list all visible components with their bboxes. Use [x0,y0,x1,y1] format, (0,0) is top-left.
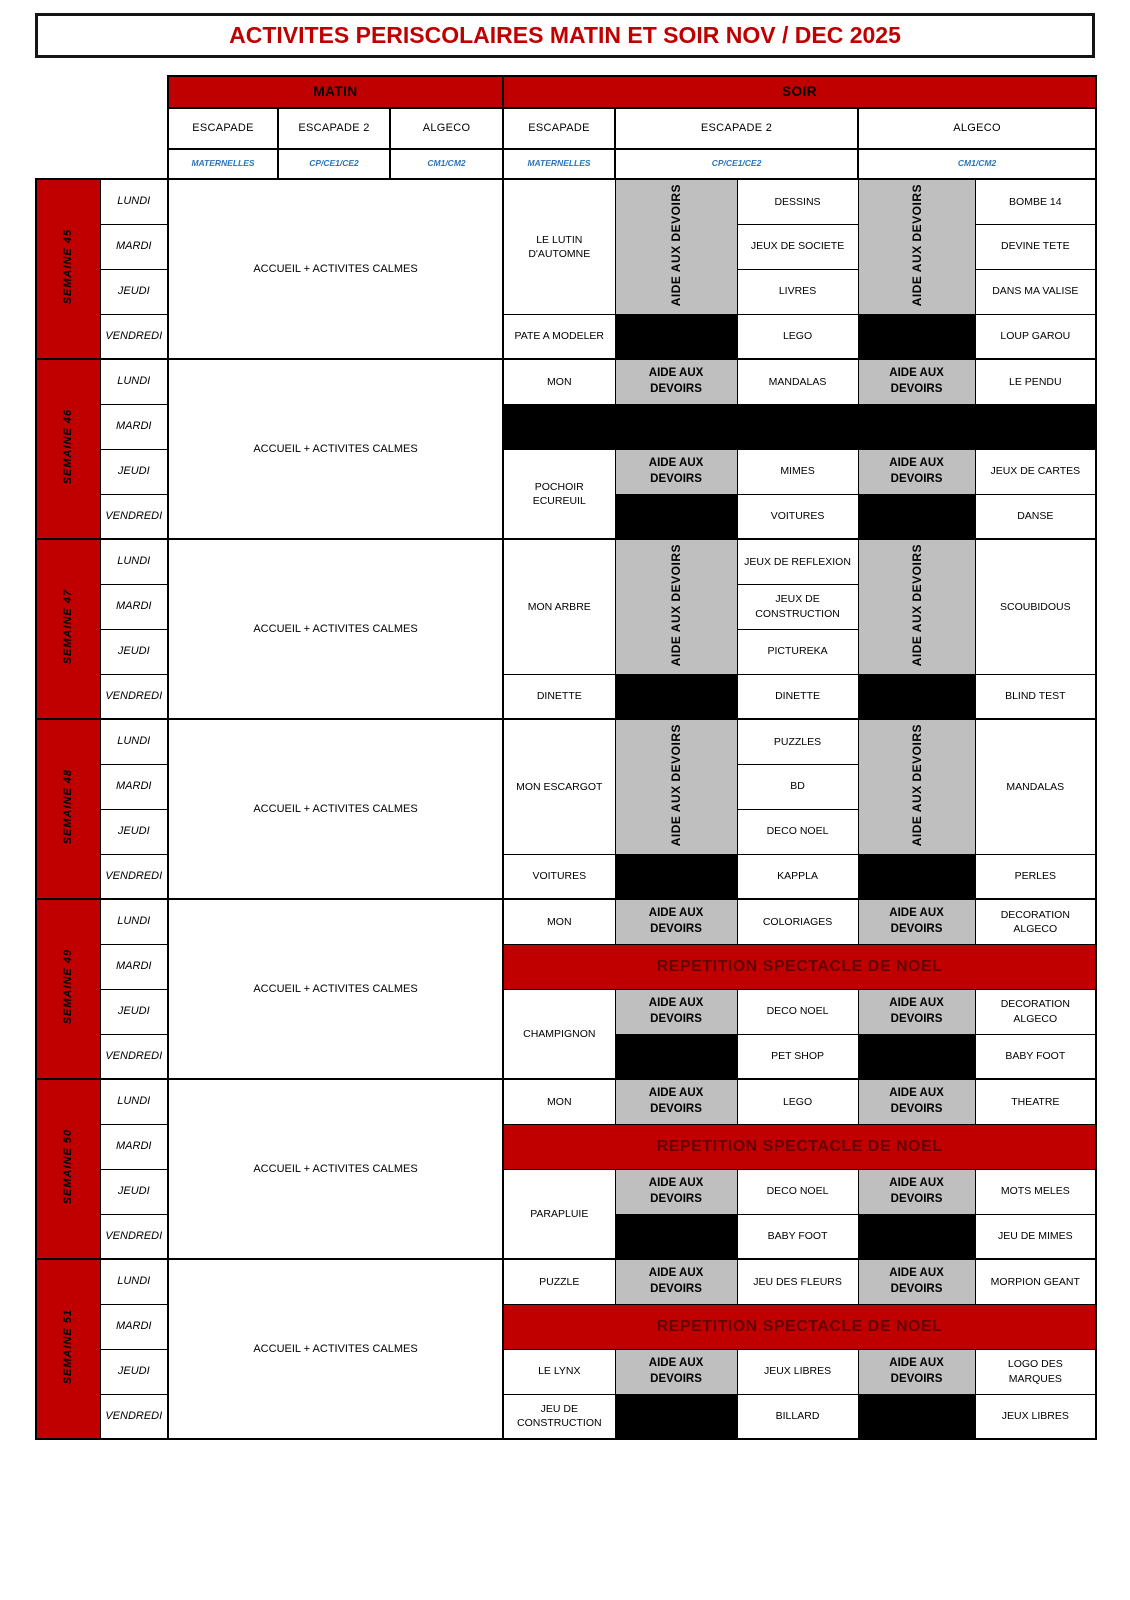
closed-cell [615,1214,737,1259]
activity-cell: MOTS MELES [975,1169,1096,1214]
week-label [36,539,100,719]
day-label: JEUDI [100,1169,168,1214]
aide-aux-devoirs-cell: AIDE AUX DEVOIRS [858,1259,975,1304]
closed-cell [858,314,975,359]
aide-aux-devoirs-cell: AIDE AUX DEVOIRS [615,449,737,494]
week-label [36,1259,100,1439]
activity-cell: CHAMPIGNON [503,989,615,1079]
activity-cell: JEU DES FLEURS [737,1259,858,1304]
day-label: VENDREDI [100,314,168,359]
header-class-cp-ce1-ce2: CP/CE1/CE2 [278,149,390,179]
closed-cell [615,854,737,899]
week-label [36,1079,100,1259]
aide-aux-devoirs-cell: AIDE AUX DEVOIRS [615,1079,737,1124]
schedule-table [35,75,1097,1440]
activity-cell: MON ARBRE [503,539,615,674]
day-label: JEUDI [100,989,168,1034]
day-label: JEUDI [100,809,168,854]
morning-activity-cell: ACCUEIL + ACTIVITES CALMES [168,719,503,899]
day-label: LUNDI [100,539,168,584]
week-label-text: SEMAINE 47 [61,589,74,665]
day-label: MARDI [100,584,168,629]
activity-cell: DECO NOEL [737,809,858,854]
week-label-text: SEMAINE 48 [61,769,74,845]
header-class-maternelles: MATERNELLES [503,149,615,179]
week-label [36,899,100,1079]
activity-cell: VOITURES [737,494,858,539]
activity-cell: LEGO [737,1079,858,1124]
page-title: ACTIVITES PERISCOLAIRES MATIN ET SOIR NOV / DEC 2025 [229,22,901,48]
activity-cell: KAPPLA [737,854,858,899]
week-label [36,359,100,539]
activity-cell: THEATRE [975,1079,1096,1124]
activity-cell: BABY FOOT [975,1034,1096,1079]
aide-aux-devoirs-cell: AIDE AUX DEVOIRS [615,899,737,944]
activity-cell: DINETTE [503,674,615,719]
day-label: MARDI [100,764,168,809]
aide-vertical-text: AIDE AUX DEVOIRS [669,183,684,306]
corner-blank [36,76,168,179]
closed-cell [503,404,1096,449]
activity-cell: MON [503,899,615,944]
activity-cell: LE PENDU [975,359,1096,404]
activity-cell: MORPION GEANT [975,1259,1096,1304]
activity-cell: DEVINE TETE [975,224,1096,269]
morning-activity-cell: ACCUEIL + ACTIVITES CALMES [168,359,503,539]
aide-vertical-text: AIDE AUX DEVOIRS [909,543,924,666]
header-location-soir-algeco: ALGECO [858,108,1096,149]
morning-activity-cell: ACCUEIL + ACTIVITES CALMES [168,179,503,359]
aide-aux-devoirs-cell: AIDE AUX DEVOIRS [858,1079,975,1124]
header-matin: MATIN [168,76,503,108]
aide-aux-devoirs-cell: AIDE AUX DEVOIRS [615,1349,737,1394]
activity-cell: PUZZLE [503,1259,615,1304]
activity-cell: DECO NOEL [737,1169,858,1214]
closed-cell [615,1394,737,1439]
morning-activity-cell: ACCUEIL + ACTIVITES CALMES [168,1079,503,1259]
header-location-soir-escapade2: ESCAPADE 2 [615,108,858,149]
aide-aux-devoirs-cell: AIDE AUX DEVOIRS [615,359,737,404]
activity-cell: POCHOIR ECUREUIL [503,449,615,539]
activity-cell: BD [737,764,858,809]
activity-cell: LE LUTIN D'AUTOMNE [503,179,615,314]
activity-cell: DECORATION ALGECO [975,899,1096,944]
title-box [35,13,1095,58]
week-label-text: SEMAINE 51 [61,1309,74,1385]
aide-aux-devoirs-cell: AIDE AUX DEVOIRS [615,1169,737,1214]
activity-cell: DINETTE [737,674,858,719]
activity-cell: LOGO DES MARQUES [975,1349,1096,1394]
aide-aux-devoirs-cell [858,719,975,854]
activity-cell: MANDALAS [975,719,1096,854]
aide-aux-devoirs-cell [615,719,737,854]
activity-cell: LIVRES [737,269,858,314]
day-label: VENDREDI [100,1034,168,1079]
day-label: LUNDI [100,1079,168,1124]
week-label-text: SEMAINE 46 [61,409,74,485]
aide-vertical-text: AIDE AUX DEVOIRS [909,723,924,846]
day-label: JEUDI [100,1349,168,1394]
header-location-matin-escapade2: ESCAPADE 2 [278,108,390,149]
repetition-banner: REPETITION SPECTACLE DE NOEL [503,944,1096,989]
repetition-banner: REPETITION SPECTACLE DE NOEL [503,1304,1096,1349]
aide-vertical-text: AIDE AUX DEVOIRS [669,723,684,846]
activity-cell: JEUX DE CARTES [975,449,1096,494]
header-location-soir-escapade: ESCAPADE [503,108,615,149]
aide-aux-devoirs-cell [858,179,975,314]
closed-cell [858,494,975,539]
activity-cell: MON ESCARGOT [503,719,615,854]
closed-cell [858,1214,975,1259]
aide-vertical-text: AIDE AUX DEVOIRS [909,183,924,306]
closed-cell [858,674,975,719]
header-class-cp-ce1-ce2: CP/CE1/CE2 [615,149,858,179]
day-label: MARDI [100,944,168,989]
activity-cell: PERLES [975,854,1096,899]
day-label: VENDREDI [100,1214,168,1259]
closed-cell [615,314,737,359]
activity-cell: JEUX DE CONSTRUCTION [737,584,858,629]
aide-aux-devoirs-cell: AIDE AUX DEVOIRS [858,1169,975,1214]
activity-cell: JEUX LIBRES [737,1349,858,1394]
day-label: LUNDI [100,1259,168,1304]
aide-aux-devoirs-cell: AIDE AUX DEVOIRS [858,359,975,404]
day-label: LUNDI [100,899,168,944]
activity-cell: LE LYNX [503,1349,615,1394]
activity-cell: JEU DE MIMES [975,1214,1096,1259]
activity-cell: BILLARD [737,1394,858,1439]
repetition-banner: REPETITION SPECTACLE DE NOEL [503,1124,1096,1169]
activity-cell: LEGO [737,314,858,359]
aide-aux-devoirs-cell: AIDE AUX DEVOIRS [615,989,737,1034]
activity-cell: DESSINS [737,179,858,224]
header-class-maternelles: MATERNELLES [168,149,278,179]
activity-cell: MIMES [737,449,858,494]
day-label: VENDREDI [100,494,168,539]
aide-aux-devoirs-cell: AIDE AUX DEVOIRS [858,449,975,494]
day-label: VENDREDI [100,854,168,899]
closed-cell [858,854,975,899]
header-location-matin-algeco: ALGECO [390,108,503,149]
activity-cell: DECO NOEL [737,989,858,1034]
header-class-cm1-cm2: CM1/CM2 [390,149,503,179]
activity-cell: DANSE [975,494,1096,539]
day-label: VENDREDI [100,674,168,719]
week-label-text: SEMAINE 49 [61,949,74,1025]
day-label: LUNDI [100,719,168,764]
activity-cell: PICTUREKA [737,629,858,674]
activity-cell: SCOUBIDOUS [975,539,1096,674]
morning-activity-cell: ACCUEIL + ACTIVITES CALMES [168,899,503,1079]
activity-cell: PUZZLES [737,719,858,764]
day-label: VENDREDI [100,1394,168,1439]
day-label: MARDI [100,1304,168,1349]
aide-aux-devoirs-cell: AIDE AUX DEVOIRS [858,989,975,1034]
closed-cell [615,494,737,539]
closed-cell [858,1394,975,1439]
header-class-cm1-cm2: CM1/CM2 [858,149,1096,179]
activity-cell: VOITURES [503,854,615,899]
aide-aux-devoirs-cell: AIDE AUX DEVOIRS [858,899,975,944]
aide-aux-devoirs-cell [615,539,737,674]
activity-cell: BABY FOOT [737,1214,858,1259]
activity-cell: DANS MA VALISE [975,269,1096,314]
activity-cell: JEUX DE SOCIETE [737,224,858,269]
aide-aux-devoirs-cell: AIDE AUX DEVOIRS [615,1259,737,1304]
day-label: JEUDI [100,449,168,494]
closed-cell [858,1034,975,1079]
closed-cell [615,674,737,719]
aide-aux-devoirs-cell [858,539,975,674]
activity-cell: BLIND TEST [975,674,1096,719]
activity-cell: JEUX LIBRES [975,1394,1096,1439]
day-label: MARDI [100,1124,168,1169]
aide-aux-devoirs-cell: AIDE AUX DEVOIRS [858,1349,975,1394]
week-label [36,719,100,899]
day-label: JEUDI [100,629,168,674]
aide-vertical-text: AIDE AUX DEVOIRS [669,543,684,666]
activity-cell: LOUP GAROU [975,314,1096,359]
day-label: JEUDI [100,269,168,314]
morning-activity-cell: ACCUEIL + ACTIVITES CALMES [168,539,503,719]
day-label: LUNDI [100,179,168,224]
activity-cell: MON [503,359,615,404]
header-soir: SOIR [503,76,1096,108]
activity-cell: DECORATION ALGECO [975,989,1096,1034]
day-label: MARDI [100,404,168,449]
aide-aux-devoirs-cell [615,179,737,314]
week-label [36,179,100,359]
activity-cell: PARAPLUIE [503,1169,615,1259]
closed-cell [615,1034,737,1079]
activity-cell: MANDALAS [737,359,858,404]
week-label-text: SEMAINE 50 [61,1129,74,1205]
activity-cell: MON [503,1079,615,1124]
activity-cell: COLORIAGES [737,899,858,944]
day-label: MARDI [100,224,168,269]
activity-cell: PATE A MODELER [503,314,615,359]
activity-cell: BOMBE 14 [975,179,1096,224]
day-label: LUNDI [100,359,168,404]
activity-cell: PET SHOP [737,1034,858,1079]
header-location-matin-escapade: ESCAPADE [168,108,278,149]
activity-cell: JEUX DE REFLEXION [737,539,858,584]
activity-cell: JEU DE CONSTRUCTION [503,1394,615,1439]
morning-activity-cell: ACCUEIL + ACTIVITES CALMES [168,1259,503,1439]
week-label-text: SEMAINE 45 [61,229,74,305]
